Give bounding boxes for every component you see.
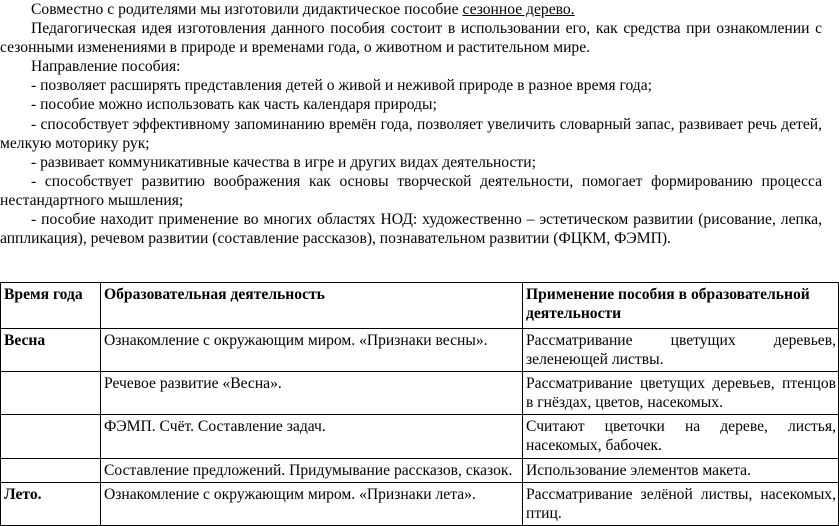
use-cell: Рассматривание цветущих деревьев, зеленеющей листвы. bbox=[523, 329, 839, 372]
activity-cell: Ознакомление с окружающим миром. «Признаки лета». bbox=[101, 482, 523, 525]
use-cell: Рассматривание цветущих деревьев, птенцов в гнёздах, цветов, насекомых. bbox=[523, 372, 839, 415]
table-row bbox=[1, 482, 839, 525]
table-row bbox=[1, 458, 839, 482]
activity-cell: Ознакомление с окружающим миром. «Признаки весны». bbox=[101, 329, 523, 372]
direction-heading: Направление пособия: bbox=[31, 58, 181, 76]
intro-line-text: Совместно с родителями мы изготовили дидактическое пособие bbox=[31, 1, 463, 18]
table-row bbox=[1, 372, 839, 415]
header-season: Время года bbox=[1, 283, 101, 329]
table-row bbox=[1, 329, 839, 372]
season-cell bbox=[1, 415, 101, 458]
underlined-title: сезонное дерево. bbox=[462, 1, 575, 18]
direction-item: - пособие можно использовать как часть календаря природы; bbox=[31, 96, 437, 114]
season-cell bbox=[1, 372, 101, 415]
direction-item: - способствует развитию воображения как основы творческой деятельности, помогает формированию процесса нестандартного мышления; bbox=[0, 172, 822, 209]
season-cell: Лето. bbox=[1, 482, 101, 525]
direction-item: - позволяет расширять представления детей о живой и неживой природе в разное время года; bbox=[31, 77, 652, 95]
season-cell: Весна bbox=[1, 329, 101, 372]
table-row bbox=[1, 415, 839, 458]
activity-cell: ФЭМП. Счёт. Составление задач. bbox=[101, 415, 523, 458]
use-cell: Считают цветочки на дереве, листья, насекомых, бабочек. bbox=[523, 415, 839, 458]
intro-text bbox=[0, 0, 822, 248]
direction-item: - развивает коммуникативные качества в игре и других видах деятельности; bbox=[31, 153, 536, 171]
season-cell bbox=[1, 458, 101, 482]
direction-item: - пособие находит применение во многих областях НОД: художественно – эстетическом развитии (рисование, лепка, аппликация), речевом развитии (составление рассказов), познавательном развитии (ФЦКМ, ФЭМП). bbox=[0, 211, 822, 248]
intro-line bbox=[0, 0, 822, 19]
use-cell: Рассматривание зелёной листвы, насекомых, птиц. bbox=[523, 482, 839, 525]
direction-item: - способствует эффективному запоминанию времён года, позволяет увеличить словарный запас, развивает речь детей, мелкую моторику рук; bbox=[0, 115, 822, 152]
use-cell: Использование элементов макета. bbox=[523, 458, 839, 482]
header-use: Применение пособия в образовательной деятельности bbox=[523, 283, 839, 329]
idea-paragraph: Педагогическая идея изготовления данного пособия состоит в использовании его, как средства при ознакомлении с сезонными изменениями в природе и временами года, о животном и растительном мире. bbox=[0, 20, 822, 57]
table-header-row bbox=[1, 283, 839, 329]
header-activity: Образовательная деятельность bbox=[101, 283, 523, 329]
activity-cell: Речевое развитие «Весна». bbox=[101, 372, 523, 415]
activity-cell: Составление предложений. Придумывание рассказов, сказок. bbox=[101, 458, 523, 482]
activity-table bbox=[0, 282, 839, 526]
